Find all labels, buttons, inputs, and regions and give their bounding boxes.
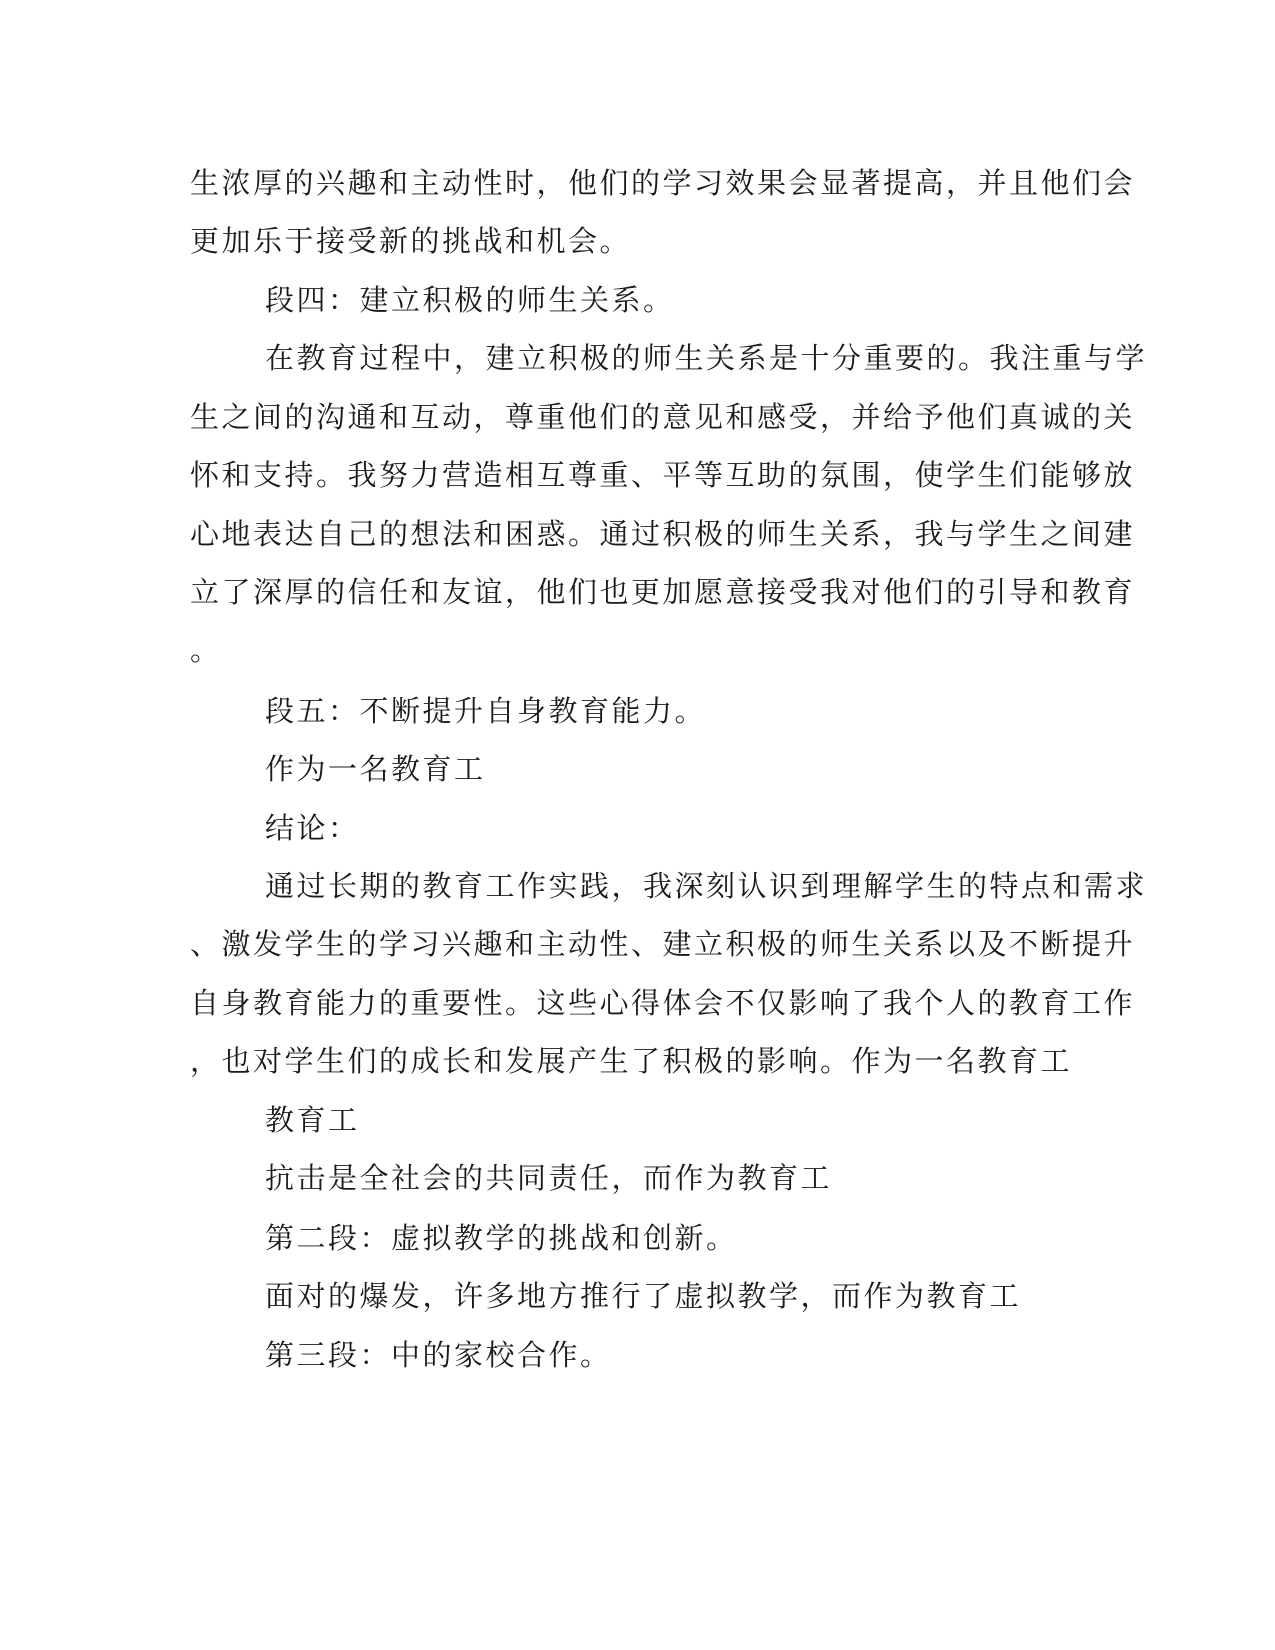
text-line: 生之间的沟通和互动，尊重他们的意见和感受，并给予他们真诚的关	[190, 400, 1136, 434]
text-line: 生浓厚的兴趣和主动性时，他们的学习效果会显著提高，并且他们会	[190, 166, 1136, 200]
text-line: 更加乐于接受新的挑战和机会。	[190, 224, 632, 258]
text-line: 教育工	[265, 1103, 360, 1137]
text-line: 面对的爆发，许多地方推行了虚拟教学，而作为教育工	[265, 1279, 1022, 1313]
text-line: 抗击是全社会的共同责任，而作为教育工	[265, 1161, 833, 1195]
text-line: 心地表达自己的想法和困惑。通过积极的师生关系，我与学生之间建	[190, 517, 1136, 551]
section-heading: 段五：不断提升自身教育能力。	[265, 694, 707, 728]
section-heading: 第二段：虚拟教学的挑战和创新。	[265, 1221, 738, 1255]
section-heading: 第三段：中的家校合作。	[265, 1338, 612, 1372]
text-line: 在教育过程中，建立积极的师生关系是十分重要的。我注重与学	[265, 341, 1148, 375]
text-line: 。	[190, 633, 222, 667]
text-line: ，也对学生们的成长和发展产生了积极的影响。作为一名教育工	[190, 1044, 1073, 1078]
section-heading: 结论：	[265, 811, 360, 845]
text-line: 自身教育能力的重要性。这些心得体会不仅影响了我个人的教育工作	[190, 986, 1136, 1020]
text-line: 怀和支持。我努力营造相互尊重、平等互助的氛围，使学生们能够放	[190, 458, 1136, 492]
section-heading: 段四：建立积极的师生关系。	[265, 283, 675, 317]
text-line: 作为一名教育工	[265, 752, 486, 786]
text-line: 通过长期的教育工作实践，我深刻认识到理解学生的特点和需求	[265, 869, 1148, 903]
text-line: 立了深厚的信任和友谊，他们也更加愿意接受我对他们的引导和教育	[190, 575, 1136, 609]
text-line: 、激发学生的学习兴趣和主动性、建立积极的师生关系以及不断提升	[190, 927, 1136, 961]
